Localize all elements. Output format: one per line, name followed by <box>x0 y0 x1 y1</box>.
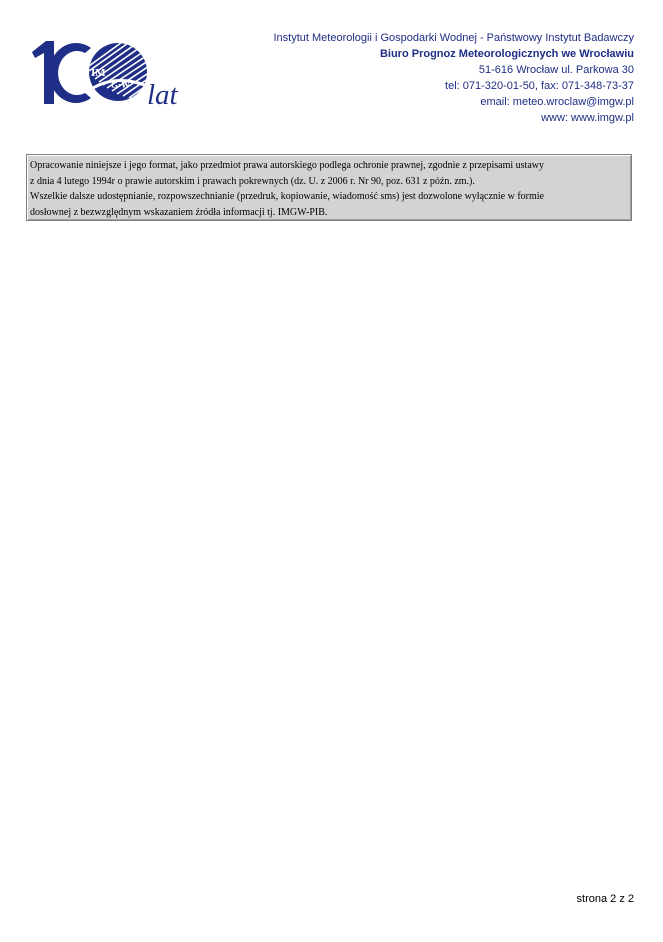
imgw-100-lat-logo <box>29 38 195 110</box>
copyright-notice <box>26 154 632 221</box>
website-link[interactable]: www: www.imgw.pl <box>541 112 634 124</box>
page-number: strona 2 z 2 <box>576 893 634 905</box>
svg-text:G·W: G·W <box>111 80 131 90</box>
distribution-paragraph: Wszelkie dalsze udostępnianie, rozpowszechnianie (przedruk, kopiowanie, wiadomość sms) jest dozwolone wyłącznie w formie dosłownej z bezwzględnym wskazaniem źródła informacji tj. IMGW-PIB. <box>30 191 544 218</box>
svg-text:lat: lat <box>147 79 178 110</box>
phone-fax: tel: 071-320-01-50, fax: 071-348-73-37 <box>445 80 634 92</box>
copyright-paragraph: Opracowanie niniejsze i jego format, jako przedmiot prawa autorskiego podlega ochronie prawnej, zgodnie z przepisami ustawy z dnia 4 lutego 1994r o prawie autorskim i prawach pokrewnych (dz. U. z 2006 r. Nr 90, poz. 631 z późn. zm.). <box>30 160 544 187</box>
svg-text:IM: IM <box>91 67 106 79</box>
email-link[interactable]: email: meteo.wroclaw@imgw.pl <box>480 96 634 108</box>
institute-header <box>273 30 634 126</box>
institute-name: Instytut Meteorologii i Gospodarki Wodnej - Państwowy Instytut Badawczy <box>273 32 634 44</box>
bureau-name: Biuro Prognoz Meteorologicznych we Wrocławiu <box>379 48 634 60</box>
address: 51-616 Wrocław ul. Parkowa 30 <box>478 64 634 76</box>
